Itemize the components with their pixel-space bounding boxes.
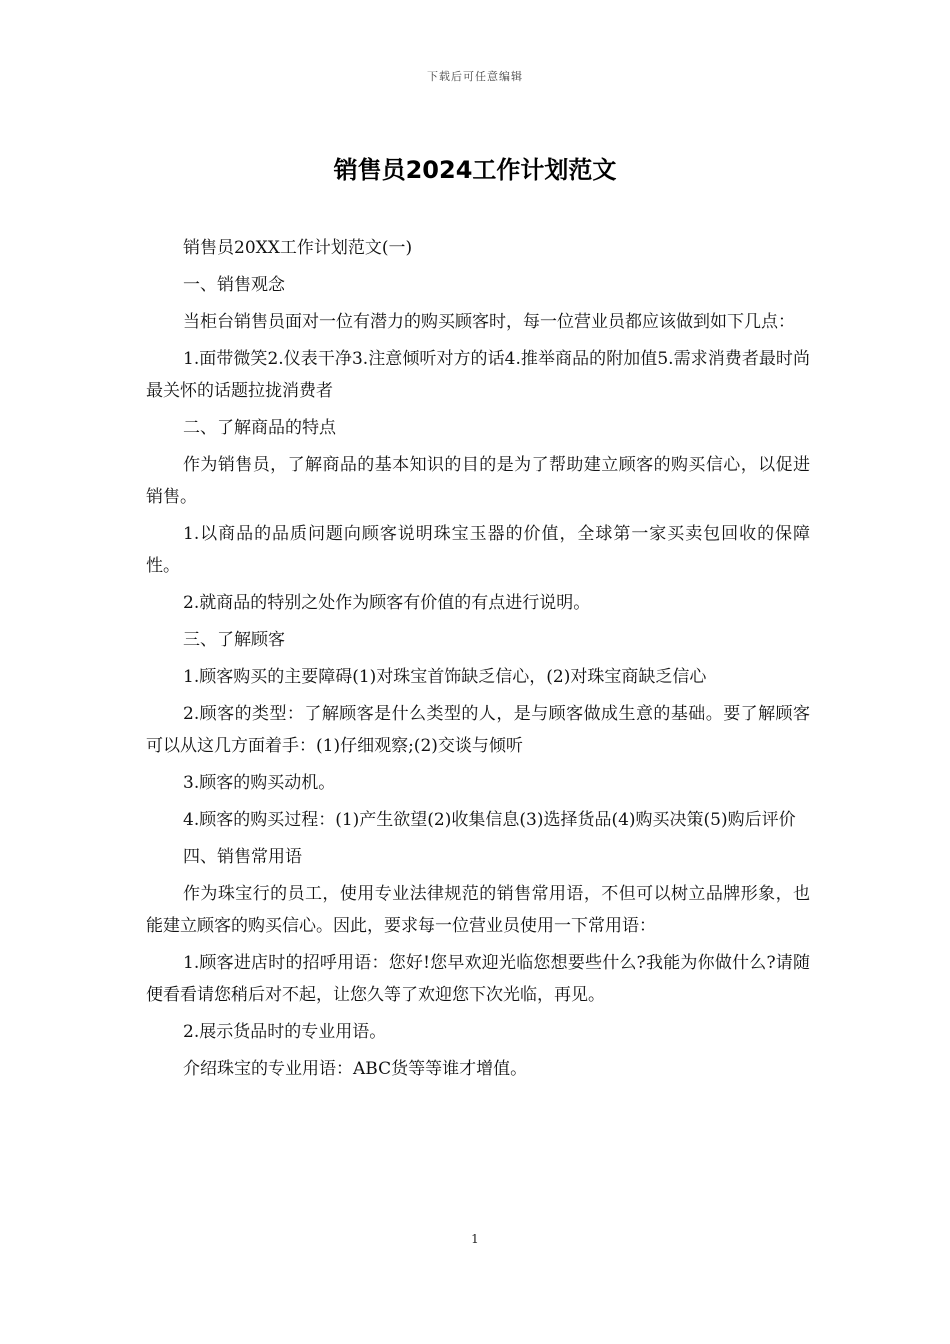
list-item: 2.顾客的类型：了解顾客是什么类型的人，是与顾客做成生意的基础。要了解顾客可以从这几方面着手：(1)仔细观察;(2)交谈与倾听 — [146, 704, 810, 756]
section-heading-2: 二、了解商品的特点 — [183, 418, 336, 438]
paragraph: 作为销售员，了解商品的基本知识的目的是为了帮助建立顾客的购买信心，以促进销售。 — [146, 455, 810, 507]
list-item: 2.就商品的特别之处作为顾客有价值的有点进行说明。 — [183, 593, 591, 613]
list-item: 1.顾客购买的主要障碍(1)对珠宝首饰缺乏信心，(2)对珠宝商缺乏信心 — [183, 667, 707, 687]
list-item: 4.顾客的购买过程：(1)产生欲望(2)收集信息(3)选择货品(4)购买决策(5)购后评价 — [183, 810, 796, 830]
section-heading-4: 四、销售常用语 — [183, 847, 302, 867]
list-item: 1.面带微笑2.仪表干净3.注意倾听对方的话4.推举商品的附加值5.需求消费者最时尚最关怀的话题拉拢消费者 — [146, 349, 810, 401]
paragraph: 介绍珠宝的专业用语：ABC货等等谁才增值。 — [183, 1059, 528, 1079]
list-item: 1.顾客进店时的招呼用语：您好!您早欢迎光临您想要些什么?我能为你做什么?请随便看看请您稍后对不起，让您久等了欢迎您下次光临，再见。 — [146, 953, 810, 1005]
section-heading-1: 一、销售观念 — [183, 275, 285, 295]
list-item: 2.展示货品时的专业用语。 — [183, 1022, 387, 1042]
document-body — [146, 232, 810, 1090]
document-title: 销售员2024工作计划范文 — [333, 156, 617, 184]
paragraph: 当柜台销售员面对一位有潜力的购买顾客时，每一位营业员都应该做到如下几点： — [183, 312, 795, 332]
section-heading-3: 三、了解顾客 — [183, 630, 285, 650]
page-number: 1 — [471, 1232, 479, 1246]
list-item: 3.顾客的购买动机。 — [183, 773, 336, 793]
list-item: 1.以商品的品质问题向顾客说明珠宝玉器的价值，全球第一家买卖包回收的保障性。 — [146, 524, 810, 576]
page-header-note: 下载后可任意编辑 — [427, 70, 523, 83]
paragraph: 作为珠宝行的员工，使用专业法律规范的销售常用语，不但可以树立品牌形象，也能建立顾客的购买信心。因此，要求每一位营业员使用一下常用语： — [146, 884, 810, 936]
paragraph-intro: 销售员20XX工作计划范文(一) — [183, 238, 413, 258]
